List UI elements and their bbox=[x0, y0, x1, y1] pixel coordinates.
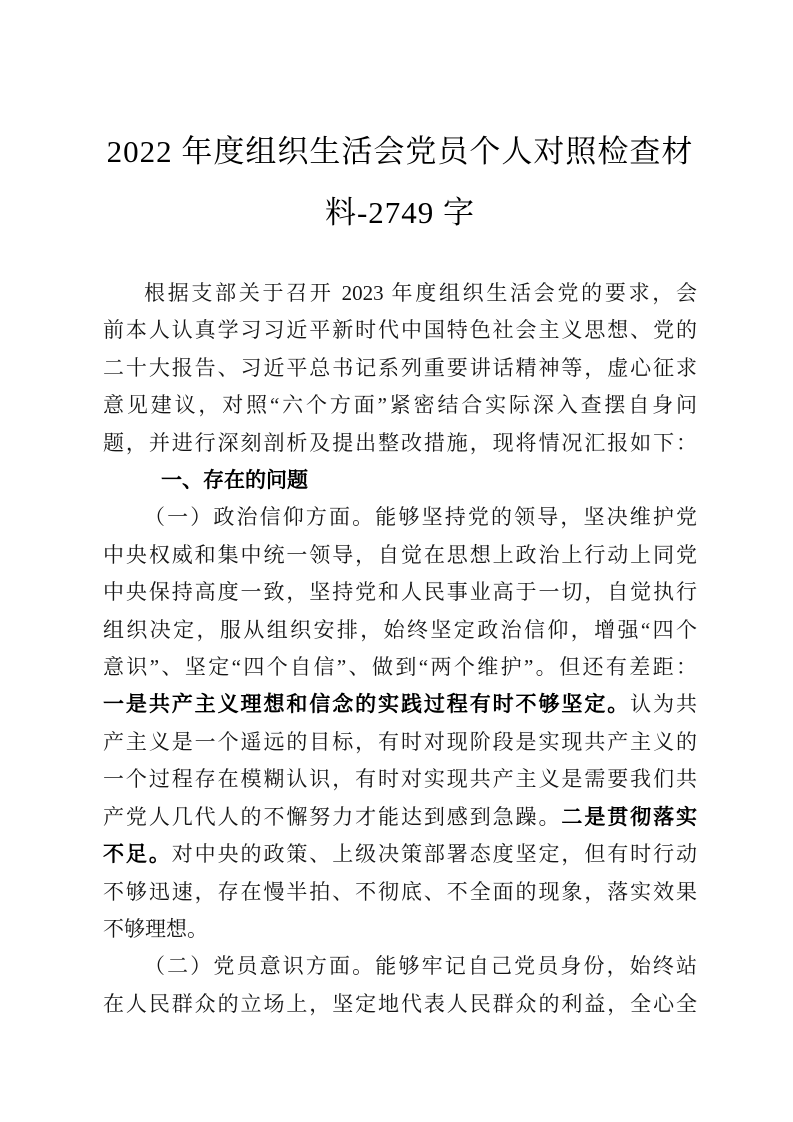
text-line bbox=[103, 761, 697, 798]
document-title bbox=[103, 121, 697, 243]
text-run: 前本人认真学习习近平新时代中国特色社会主义思想、党的 bbox=[103, 318, 697, 343]
text-run: 中央保持高度一致，坚持党和人民事业高于一切，自觉执行 bbox=[103, 580, 697, 605]
text-line bbox=[103, 799, 697, 836]
text-run: 不够迅速，存在慢半拍、不彻底、不全面的现象，落实效果 bbox=[103, 879, 697, 904]
text-line bbox=[103, 312, 697, 349]
bold-text-run: 不足。 bbox=[103, 843, 172, 867]
text-line bbox=[103, 387, 697, 424]
text-run: 一个过程存在模糊认识，有时对实现共产主义是需要我们共 bbox=[103, 767, 697, 792]
document-title-line-1: 2022 年度组织生活会党员个人对照检查材 bbox=[106, 134, 694, 169]
document-title-line-2: 料-2749 字 bbox=[324, 195, 476, 230]
text-line bbox=[103, 948, 697, 985]
text-line bbox=[103, 275, 697, 312]
text-line bbox=[103, 836, 697, 873]
text-run: （二）党员意识方面。能够牢记自己党员身份，始终站 bbox=[144, 954, 697, 979]
text-run: 产主义是一个遥远的目标，有时对现阶段是实现共产主义的 bbox=[103, 729, 697, 754]
text-run: 中央权威和集中统一领导，自觉在思想上政治上行动上同党 bbox=[103, 542, 697, 567]
bold-text-run: 一是共产主义理想和信念的实践过程有时不够坚定。 bbox=[103, 693, 631, 717]
text-line bbox=[103, 612, 697, 649]
text-line bbox=[103, 874, 697, 911]
text-line bbox=[103, 425, 697, 462]
text-run: 对中央的政策、上级决策部署态度坚定，但有时行动 bbox=[171, 842, 698, 867]
text-line bbox=[103, 574, 697, 611]
text-run: 认为共 bbox=[630, 692, 698, 717]
text-run: 题，并进行深刻剖析及提出整改措施，现将情况汇报如下： bbox=[103, 430, 697, 455]
text-line bbox=[103, 724, 697, 761]
text-run: 根据支部关于召开 2023 年度组织生活会党的要求，会 bbox=[144, 281, 697, 305]
bold-text-run: 一、存在的问题 bbox=[161, 469, 308, 493]
text-run: 意识”、坚定“四个自信”、做到“两个维护”。但还有差距： bbox=[103, 655, 697, 680]
text-run: 不够理想。 bbox=[103, 916, 208, 941]
text-line bbox=[103, 350, 697, 387]
document-body bbox=[103, 275, 697, 1023]
document-content bbox=[0, 121, 793, 1023]
text-line bbox=[103, 911, 697, 948]
text-run: 意见建议，对照“六个方面”紧密结合实际深入查摆自身问 bbox=[103, 393, 697, 418]
text-run: 在人民群众的立场上，坚定地代表人民群众的利益，全心全 bbox=[103, 991, 697, 1016]
text-run: 组织决定，服从组织安排，始终坚定政治信仰，增强“四个 bbox=[103, 617, 697, 642]
section-heading bbox=[103, 462, 697, 499]
text-line bbox=[103, 986, 697, 1023]
bold-text-run: 二是贯彻落实 bbox=[561, 805, 698, 829]
text-line bbox=[103, 649, 697, 686]
text-line bbox=[103, 537, 697, 574]
text-line bbox=[103, 686, 697, 723]
text-line bbox=[103, 499, 697, 536]
text-run: （一）政治信仰方面。能够坚持党的领导，坚决维护党 bbox=[144, 505, 697, 530]
text-run: 二十大报告、习近平总书记系列重要讲话精神等，虚心征求 bbox=[103, 355, 697, 380]
text-run: 产党人几代人的不懈努力才能达到感到急躁。 bbox=[103, 804, 562, 829]
